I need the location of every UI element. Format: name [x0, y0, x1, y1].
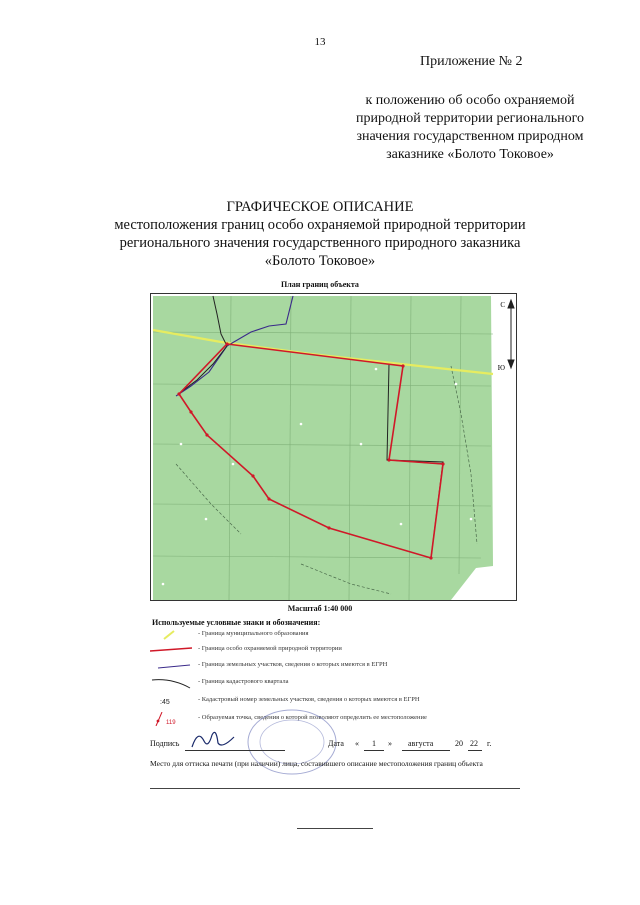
legend-item-cadastral-number	[150, 694, 490, 708]
municipal-line-icon	[150, 628, 192, 642]
map-green-area	[153, 296, 493, 600]
date-day: 1	[372, 739, 376, 748]
seal-note: Место для оттиска печати (при наличии) лица, составившего описание местоположения границ объекта	[150, 759, 483, 768]
legend-text: - Образуемая точка, сведения о которой позволяют определить ее местоположение	[198, 714, 427, 721]
south-label: Ю	[497, 364, 505, 372]
map-scale: Масштаб 1:40 000	[287, 604, 353, 613]
appendix-subtitle-line: к положению об особо охраняемой	[365, 93, 575, 108]
cadastral-number-icon	[150, 694, 192, 708]
legend-text: - Граница особо охраняемой природной территории	[198, 645, 342, 652]
date-label: Дата	[328, 739, 344, 748]
map-svg	[151, 294, 516, 600]
legend-sample: 119	[166, 720, 176, 726]
legend-sample: :45	[160, 699, 170, 706]
appendix-title: Приложение № 2	[420, 54, 523, 69]
legend-item-quarter	[150, 676, 490, 690]
document-title-line: местоположения границ особо охраняемой природной территории	[114, 217, 526, 233]
legend-text: - Граница земельных участков, сведения о которых имеются в ЕГРН	[198, 661, 388, 668]
signature-row	[150, 737, 520, 753]
date-month: августа	[408, 739, 434, 748]
appendix-subtitle-line: значения государственном природном	[356, 129, 584, 144]
legend-text: - Кадастровый номер земельных участков, сведения о которых имеются в ЕГРН	[198, 696, 420, 703]
footer-divider	[297, 828, 373, 829]
document-title: ГРАФИЧЕСКОЕ ОПИСАНИЕ	[226, 199, 414, 215]
appendix-subtitle	[330, 92, 610, 164]
legend-heading: Используемые условные знаки и обозначения:	[152, 618, 321, 627]
date-year-unit: г.	[487, 739, 492, 748]
legend-text: - Граница муниципального образования	[198, 630, 309, 637]
date-year-prefix: 20	[455, 739, 463, 748]
date-close-quote: »	[388, 739, 392, 748]
date-open-quote: «	[355, 739, 359, 748]
boundary-point-icon	[150, 712, 192, 726]
quarter-line-icon	[150, 676, 192, 690]
day-underline	[364, 750, 384, 751]
protected-area-line-icon	[150, 643, 192, 657]
year-underline	[468, 750, 482, 751]
document-title-line: «Болото Токовое»	[264, 253, 376, 269]
legend-item-municipal	[150, 628, 490, 642]
signature-label: Подпись	[150, 739, 180, 748]
divider	[150, 788, 520, 789]
legend-item-protected-area	[150, 643, 490, 657]
page-number: 13	[314, 36, 326, 48]
parcel-line-icon	[150, 659, 192, 673]
north-label: С	[500, 301, 505, 309]
legend-text: - Граница кадастрового квартала	[198, 678, 289, 685]
document-heading	[0, 198, 640, 270]
signature-underline	[185, 750, 285, 751]
appendix-subtitle-line: заказнике «Болото Токовое»	[386, 147, 554, 162]
appendix-subtitle-line: природной территории регионального	[356, 111, 584, 126]
plan-label: План границ объекта	[281, 280, 359, 289]
date-year-suffix: 22	[470, 739, 478, 748]
north-arrow	[508, 300, 514, 368]
month-underline	[402, 750, 450, 751]
boundary-map	[150, 293, 517, 601]
document-title-line: регионального значения государственного природного заказника	[119, 235, 521, 251]
legend-item-parcel	[150, 659, 490, 673]
